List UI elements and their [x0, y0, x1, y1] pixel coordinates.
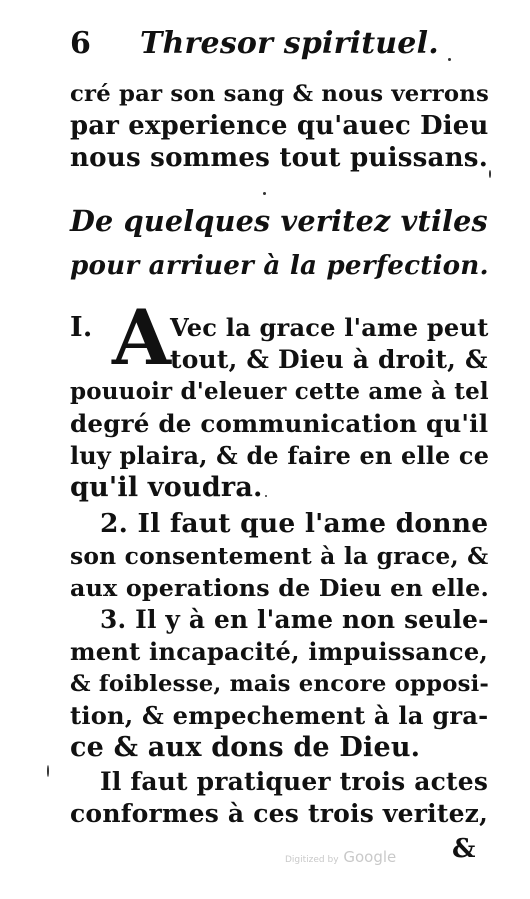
running-title: Thresor spirituel.	[140, 26, 439, 61]
paragraph-line-10: conformes à ces trois veritez,	[70, 799, 489, 828]
ink-speck	[265, 495, 267, 497]
paragraph-line-7: tion, & empechement à la gra-	[70, 701, 489, 730]
section-heading-line-1: De quelques veritez vtiles	[70, 204, 488, 238]
paragraph-line-2: son consentement à la grace, &	[70, 542, 489, 570]
watermark-prefix: Digitized by	[285, 855, 339, 865]
drop-cap: A	[112, 293, 171, 382]
ink-speck	[263, 192, 266, 195]
item-line-3: pouuoir d'eleuer cette ame à tel	[70, 378, 489, 405]
item-line-2: tout, & Dieu à droit, &	[170, 345, 488, 374]
paragraph-line-5: ment incapacité, impuissance,	[70, 637, 489, 666]
watermark	[285, 848, 396, 866]
item-line-6: qu'il voudra.	[70, 472, 263, 503]
ink-speck	[489, 170, 491, 178]
paragraph-line-1: 2. Il faut que l'ame donne	[100, 508, 489, 539]
paragraph-line-3: aux operations de Dieu en elle.	[70, 574, 489, 602]
ink-speck	[47, 765, 49, 777]
paragraph-line-9: Il faut pratiquer trois actes	[100, 767, 489, 796]
section-heading-line-2: pour arriuer à la perfection.	[70, 250, 489, 281]
text-line-1: cré par son sang & nous verrons	[70, 81, 489, 107]
text-line-2: par experience qu'auec Dieu	[70, 111, 489, 141]
paragraph-line-6: & foiblesse, mais encore opposi-	[70, 671, 490, 697]
text-line-3: nous sommes tout puissans.	[70, 142, 488, 173]
item-number: I.	[70, 312, 93, 343]
paragraph-line-8: ce & aux dons de Dieu.	[70, 732, 421, 763]
catchword: &	[452, 834, 476, 864]
item-line-5: luy plaira, & de faire en elle ce	[70, 442, 490, 470]
running-header	[70, 28, 439, 60]
page-number: 6	[70, 26, 92, 61]
item-line-4: degré de communication qu'il	[70, 409, 489, 438]
paragraph-line-4: 3. Il y à en l'ame non seule-	[100, 605, 489, 634]
watermark-brand: Google	[343, 848, 397, 866]
item-line-1: Vec la grace l'ame peut	[170, 313, 489, 342]
ink-speck	[448, 58, 451, 61]
